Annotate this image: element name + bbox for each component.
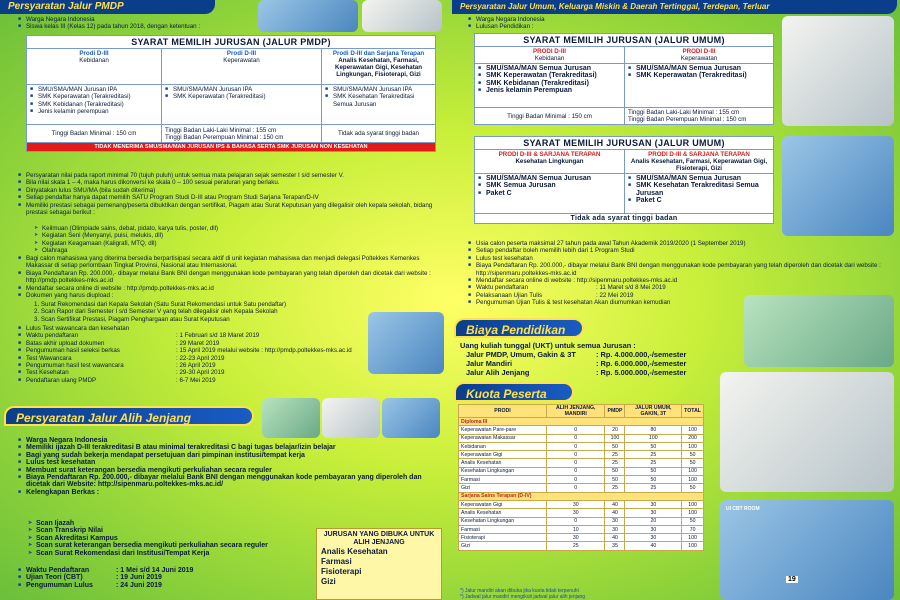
kuota-header: PMDP — [605, 405, 625, 418]
left-column — [0, 0, 445, 600]
table-row: Analis Kesehatan 0 25 25 50 — [459, 459, 704, 467]
pmdp-warning: TIDAK MENERIMA SMU/SMA/MAN JURUSAN IPS & BAHASA SERTA SMK JURUSAN NON KESEHATAN — [27, 143, 436, 152]
umum-requirements-table-2: SYARAT MEMILIH JURUSAN (JALUR UMUM) PRODI D-III & SARJANA TERAPAN Kesehatan Lingkungan PRODI D-III & SARJANA TERAPAN Analis Kesehatan, Farmasi, Keperawatan Gigi, Fisioterapi, Gizi ■ SMU/SMA/MAN Semua Jurusan ■ SMK Semua Jurusan ■ Paket C ■ SMU/SMA/MAN Semua Jurusan ■ SMK Kesehatan Terakreditasi Semua Jurusan ■ Paket C Tidak ada syarat tinggi badan — [474, 136, 774, 224]
banner-kuota: Kuota Peserta — [454, 382, 574, 402]
biaya-section: Uang kuliah tunggal (UKT) untuk semua Jurusan : Jalur PMDP, Umum, Gakin & 3T : Rp. 4.000.000,-/semester Jalur Mandiri : Rp. 6.000.000,-/semester Jalur Alih Jenjang : Rp. 5.000.000,-/semester — [460, 341, 687, 377]
table-row: Keperawatan Gigi 30 40 30 100 — [459, 500, 704, 508]
table-row: Keperawatan Gigi 0 25 25 50 — [459, 451, 704, 459]
umum-rules: ■ Usia calon peserta maksimal 27 tahun pada awal Tahun Akademik 2019/2020 (1 September 2019) ■ Setiap pendaftar boleh memilih lebih dari 1 Program Studi ■ Lulus test kesehatan ■ Biaya Pendaftaran Rp. 200.000,- dibayar melalui Bank BNI dengan menggunakan kode pembayaran yang telah diperoleh dan dicetak dari website : http://sipenmaru.poltekkes-mks.ac.id ■ Mendaftar secara online di website : http://sipenmaru.poltekkes-mks.ac.id ■ Waktu pendaftaran : 11 Maret s/d 8 Mei 2019 ■ Pelaksanaan Ujian Tulis : 22 Mei 2019 ■ Pengumuman Ujian Tulis & test kesehatan Akan diumumkan kemudian — [468, 240, 893, 307]
pmdp-schedule: ■ Lulus Test wawancara dan kesehatan ■ Waktu pendaftaran : 1 Februari s/d 18 Maret 2019 ■ Batas akhir upload dokumen : 29 Maret 2019 ■ Pengumuman hasil seleksi berkas : 15 April 2019 melalui website : http://pmdp.poltekkes-mks.ac.id ■ Test Wawancara : 22-23 April 2019 ■ Pengumuman hasil test wawancara : 26 April 2019 ■ Test Kesehatan : 29-30 April 2019 ■ Pendaftaran ulang PMDP : 6-7 Mei 2019 — [18, 325, 368, 384]
pmdp-rules: ■ Persyaratan nilai pada raport minimal 70 (tujuh puluh) untuk semua mata pelajaran sejak semester I s/d semester V. ■ Bila nilai skala 1 – 4, maka harus dikonversi ke skala 0 – 100 sesuai peraturan yang berlaku. ■ Dinyatakan lulus SMU/MA (bila sudah diterima) ■ Setiap pendaftar hanya dapat memilih SATU Program Studi D-III atau Program Studi Sarjana Terapan/D-IV ■ Memiliki prestasi sebagai pemenang/peserta dibuktikan dengan sertifikat, Piagam atau Surat Keputusan yang dilegalisir oleh kepala sekolah, bidang prestasi sebagai berikut : — [18, 172, 438, 216]
prestasi-list: ➤ Keilmuan (Olimpiade sains, debat, pidato, karya tulis, poster, dll) ➤ Kegiatan Seni (Menyanyi, puisi, melukis, dll) ➤ Kegiatan Keagamaan (Kaligrafi, MTQ, dll) ➤ Olahraga — [34, 225, 364, 255]
table-row: Gizi 0 25 25 50 — [459, 484, 704, 492]
kuota-header: PRODI — [459, 405, 547, 418]
photo-students-class — [782, 136, 894, 236]
umum-requirements-table-1: SYARAT MEMILIH JURUSAN (JALUR UMUM) PRODI D-III Kebidanan PRODI D-III Keperawatan ■ SMU/SMA/MAN Semua Jurusan ■ SMK Keperawatan (Terakreditasi) ■ SMK Kebidanan (Terakreditasi) ■ Jenis kelamin Perempuan ■ SMU/SMA/MAN Semua Jurusan ■ SMK Keperawatan (Terakreditasi) Tinggi Badan Minimal : 150 cm Tinggi Badan Laki-Laki Minimal : 155 cm Tinggi Badan Perempuan Minimal : 150 cm — [474, 33, 774, 125]
table-row: Fisioterapi 30 40 30 100 — [459, 534, 704, 542]
photo-nursing-baby — [720, 372, 894, 492]
umum-intro: ■ Warga Negara Indonesia ■ Lulusan Pendidikan : — [468, 16, 708, 31]
table-row: Kesehatan Lingkungan 0 30 20 50 — [459, 517, 704, 525]
pmdp-intro: ■ Warga Negara Indonesia ■ Siswa kelas III (Kelas 12) pada tahun 2018, dengan ketentuan : — [18, 16, 258, 31]
banner-jalur-umum: Persyaratan Jalur Umum, Keluarga Miskin & Daerah Tertinggal, Terdepan, Terluar — [452, 0, 897, 14]
table-row: Farmasi 0 50 50 100 — [459, 476, 704, 484]
table-row: Farmasi 10 30 30 70 — [459, 525, 704, 533]
photo-students-lab — [258, 0, 358, 32]
photo-students-practice — [362, 0, 442, 32]
photo-cbt-room: UI CBT ROOM 19 — [720, 500, 894, 600]
photo-alih-2 — [322, 398, 380, 438]
berkas-list: ➤ Scan Ijazah ➤ Scan Transkrip Nilai ➤ Scan Akreditasi Kampus ➤ Scan surat keterangan bersedia mengikuti perkuliahan secara reguler ➤ Scan Surat Rekomendasi dari Institusi/Tempat Kerja — [28, 520, 328, 557]
photo-alih-3 — [382, 398, 440, 438]
upload-docs: 1. Surat Rekomendasi dari Kepala Sekolah (Satu Surat Rekomendasi untuk Satu pendaftar) 2. Scan Rapor dari Semester I s/d Semester V yang telah dilegalisir oleh Kepala Sekolah 3. Scan Sertifikat Prestasi, Piagam Penghargaan atau Surat Keputusan — [34, 301, 287, 323]
right-column — [452, 0, 900, 600]
alih-rules: ■ Warga Negara Indonesia ■ Memiliki ijazah D-III terakreditasi B atau minimal terakreditasi C bagi tugas belajar/izin belajar ■ Bagi yang sudah bekerja mendapat persetujuan dari pimpinan institusi/tempat kerja ■ Lulus test kesehatan ■ Membuat surat keterangan bersedia mengikuti perkuliahan secara reguler ■ Biaya Pendaftaran Rp. 200.000,- dibayar melalui Bank BNI dengan menggunakan kode pembayaran yang diperoleh dan dicetak dari Website: http://sipenmaru.poltekkes-mks.ac.id/ ■ Kelengkapan Berkas : — [18, 437, 438, 496]
table-row: Kesehatan Lingkungan 0 50 50 100 — [459, 467, 704, 475]
kuota-header: TOTAL — [682, 405, 704, 418]
kuota-table — [458, 404, 704, 551]
pmdp-rules-2: ■ Bagi calon mahasiswa yang diterima bersedia berpartisipasi secara aktif di unit kegiatan mahasiswa dan menjadi delegasi Poltekkes Kemenkes Makassar di setiap perlombaan Tingkat Provinsi, Nasional atau Internasional. ■ Biaya Pendaftaran Rp. 200.000,- dibayar melalui Bank BNI dengan menggunakan kode pembayaran yang telah diperoleh dan dicetak dari website : http://pmdp.poltekkes-mks.ac.id ■ Mendaftar secara online di website : http://pmdp.poltekkes-mks.ac.id ■ Dokumen yang harus diupload : — [18, 255, 438, 299]
table-row: Kebidanan 0 50 50 100 — [459, 442, 704, 450]
banner-alih-jenjang: Persyaratan Jalur Alih Jenjang — [4, 406, 254, 426]
photo-alih-1 — [262, 398, 320, 438]
alih-schedule: ■ Waktu Pendaftaran : 1 Mei s/d 14 Juni 2019 ■ Ujian Teori (CBT) : 19 Juni 2019 ■ Pengumuman Lulus : 24 Juni 2019 — [18, 567, 318, 589]
kuota-section: Sarjana Sains Terapan (D-IV) — [459, 492, 704, 500]
kuota-header: JALUR UMUM, GAKIN, 3T — [625, 405, 682, 418]
kuota-section: Diploma III — [459, 418, 704, 426]
kuota-header: ALIH JENJANG, MANDIRI — [547, 405, 605, 418]
banner-pmdp: Persyaratan Jalur PMDP — [0, 0, 215, 14]
photo-lab-practice — [744, 295, 894, 367]
table-row: Keperawatan Makassar 0 100 100 200 — [459, 434, 704, 442]
photo-nurse — [368, 312, 444, 374]
jurusan-alih-box: JURUSAN YANG DIBUKA UNTUK ALIH JENJANG Analis Kesehatan Farmasi Fisioterapi Gizi — [316, 528, 442, 600]
photo-lab-woman — [782, 16, 894, 126]
banner-biaya: Biaya Pendidikan — [454, 318, 584, 338]
table-row: Keperawatan Pare-pare 0 20 80 100 — [459, 426, 704, 434]
pmdp-table-heading: SYARAT MEMILIH JURUSAN (JALUR PMDP) — [27, 36, 436, 49]
kuota-notes: *) Jalur mandiri akan dibuka jika kuota tidak terpenuhi *) Jadwal jalur mandiri mengikuti jadwal jalur alih jenjang — [460, 588, 586, 600]
table-row: Analis Kesehatan 30 40 30 100 — [459, 509, 704, 517]
table-row: Gizi 25 35 40 100 — [459, 542, 704, 550]
pmdp-requirements-table: SYARAT MEMILIH JURUSAN (JALUR PMDP) Prodi D-III Kebidanan Prodi D-III Keperawatan Prodi D-III dan Sarjana Terapan Analis Kesehatan, Farmasi, Keperawatan Gigi, Kesehatan Lingkungan, Fisioterapi, Gizi ■ SMU/SMA/MAN Jurusan IPA ■ SMK Keperawatan (Terakreditasi) ■ SMK Kebidanan (Terakreditasi) ■ Jenis kelamin perempuan ■ SMU/SMA/MAN Jurusan IPA ■ SMK Keperawatan (Terakreditasi) ■ SMU/SMA/MAN Jurusan IPA ■ SMK Kesehatan Terakreditasi Semua Jurusan Tinggi Badan Minimal : 150 cm Tinggi Badan Laki-Laki Minimal : 155 cm Tinggi Badan Perempuan Minimal : 150 cm Tidak ada syarat tinggi badan TIDAK MENERIMA SMU/SMA/MAN JURUSAN IPS & BAHASA SERTA SMK JURUSAN NON KESEHATAN — [26, 35, 436, 152]
